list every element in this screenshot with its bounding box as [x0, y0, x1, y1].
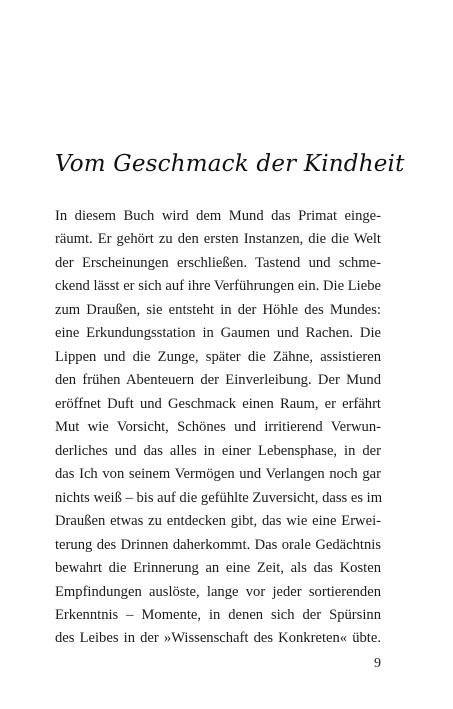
text-line: den frühen Abenteuern der Einverleibung. Der Mund [55, 372, 381, 389]
text-line: Empfindungen auslöste, lange vor jeder sortierenden [55, 583, 381, 600]
text-line: der Erscheinungen erschließen. Tastend und schme- [55, 254, 381, 271]
text-line: derliches und das alles in einer Lebensphase, in der [55, 442, 381, 459]
text-line: ckend lässt er sich auf ihre Verführungen ein. Die Liebe [55, 278, 381, 295]
text-line: zum Draußen, sie entsteht in der Höhle des Mundes: [55, 301, 381, 318]
text-line: In diesem Buch wird dem Mund das Primat einge- [55, 208, 381, 224]
text-line: Lippen und die Zunge, später die Zähne, assistieren [55, 348, 381, 365]
text-line: räumt. Er gehört zu den ersten Instanzen, die die Welt [55, 231, 381, 248]
text-line: eine Erkundungsstation in Gaumen und Rachen. Die [55, 325, 381, 342]
text-line: terung des Drinnen daherkommt. Das orale Gedächtnis [55, 536, 381, 553]
chapter-title: Vom Geschmack der Kindheit [55, 151, 405, 177]
text-line: nichts weiß – bis auf die gefühlte Zuversicht, dass es im [55, 489, 383, 506]
text-line: das Ich von seinem Vermögen und Verlangen noch gar [55, 466, 381, 483]
text-line: Erkenntnis – Momente, in denen sich der Spürsinn [55, 606, 381, 623]
text-line: bewahrt die Erinnerung an eine Zeit, als das Kosten [55, 560, 381, 577]
text-line: des Leibes in der »Wissenschaft des Konkreten« übte. [55, 630, 381, 647]
text-line: Mut wie Vorsicht, Schönes und irritierend Verwun- [55, 419, 381, 436]
page-number: 9 [374, 656, 381, 671]
body-paragraph [55, 205, 381, 651]
text-line: eröffnet Duft und Geschmack einen Raum, er erfährt [55, 395, 381, 412]
text-line: Draußen etwas zu entdecken gibt, das wie eine Erwei- [55, 513, 381, 530]
